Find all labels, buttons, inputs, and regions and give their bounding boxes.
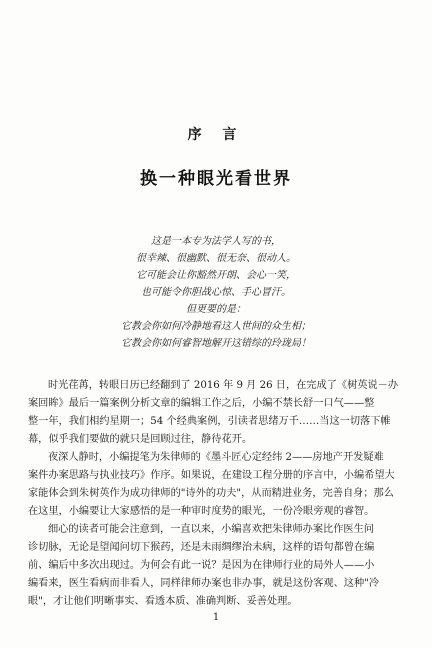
epigraph-line: 但更要的是： xyxy=(186,304,246,315)
text-line: 在这里，小编要让大家感悟的是一种审时度势的眼光，一份冷眼旁观的睿智。 xyxy=(28,506,375,517)
text-line: 眼"，才让他们明晰事实、看透本质、准确判断、妥善处理。 xyxy=(28,596,298,607)
epigraph-line: 它可能会让你豁然开朗、会心一笑， xyxy=(136,270,296,281)
chapter-title: 换一种眼光看世界 xyxy=(140,169,292,189)
section-label: 序 言 xyxy=(187,127,245,143)
text-line: 时光荏苒，转眼日历已经翻到了 2016 年 9 月 26 日，在完成了《树英说－办 xyxy=(48,380,399,391)
text-line: 前、编后中多次出现过。为何会有此一说？是因为在律师行业的局外人——小 xyxy=(28,560,375,571)
text-line: 整一年，我们相约星期一；54 个经典案例，引读者思绪万千……当这一切落下帷 xyxy=(28,416,391,427)
text-line: 夜深人静时，小编提笔为朱律师的《墨斗匠心定经纬 2——房地产开发疑难 xyxy=(48,452,384,463)
text-line: 诊切脉，无论是望闻问切下猴药，还是未雨绸缪治未病，这样的语句都曾在编 xyxy=(28,542,375,553)
text-line: 案件办案思路与执业技巧》作序。如果说，在建设工程分册的序言中，小编希望大 xyxy=(28,470,395,481)
page-number: 1 xyxy=(212,612,220,623)
text-line: 幕，似乎我们要做的就只是回顾过往，静待花开。 xyxy=(28,434,253,445)
epigraph-line: 这是一本专为法学人写的书， xyxy=(151,236,281,247)
epigraph-line: 也可能令你胆战心惊、手心冒汗。 xyxy=(141,287,291,298)
epigraph-line: 很幸辣、很幽默、很无奈、很动人。 xyxy=(136,253,296,264)
text-line: 案回眸》最后一篇案例分析文章的编辑工作之后，小编不禁长舒一口气——整 xyxy=(28,398,375,409)
epigraph-line: 它教会你如何冷静地看这人世间的众生相； xyxy=(121,321,311,332)
epigraph-line: 它教会你如何睿智地解开这错综的玲珑局！ xyxy=(121,338,311,349)
text-line: 细心的读者可能会注意到，一直以来，小编喜欢把朱律师办案比作医生问 xyxy=(48,524,374,535)
text-line: 编看来，医生看病而非看人，同样律师办案也非办事，就是这份客观、这种"冷 xyxy=(28,578,380,589)
text-line: 家能体会到朱树英作为成功律师的"诗外的功夫"，从而精进业务，完善自身；那么 xyxy=(28,488,394,499)
